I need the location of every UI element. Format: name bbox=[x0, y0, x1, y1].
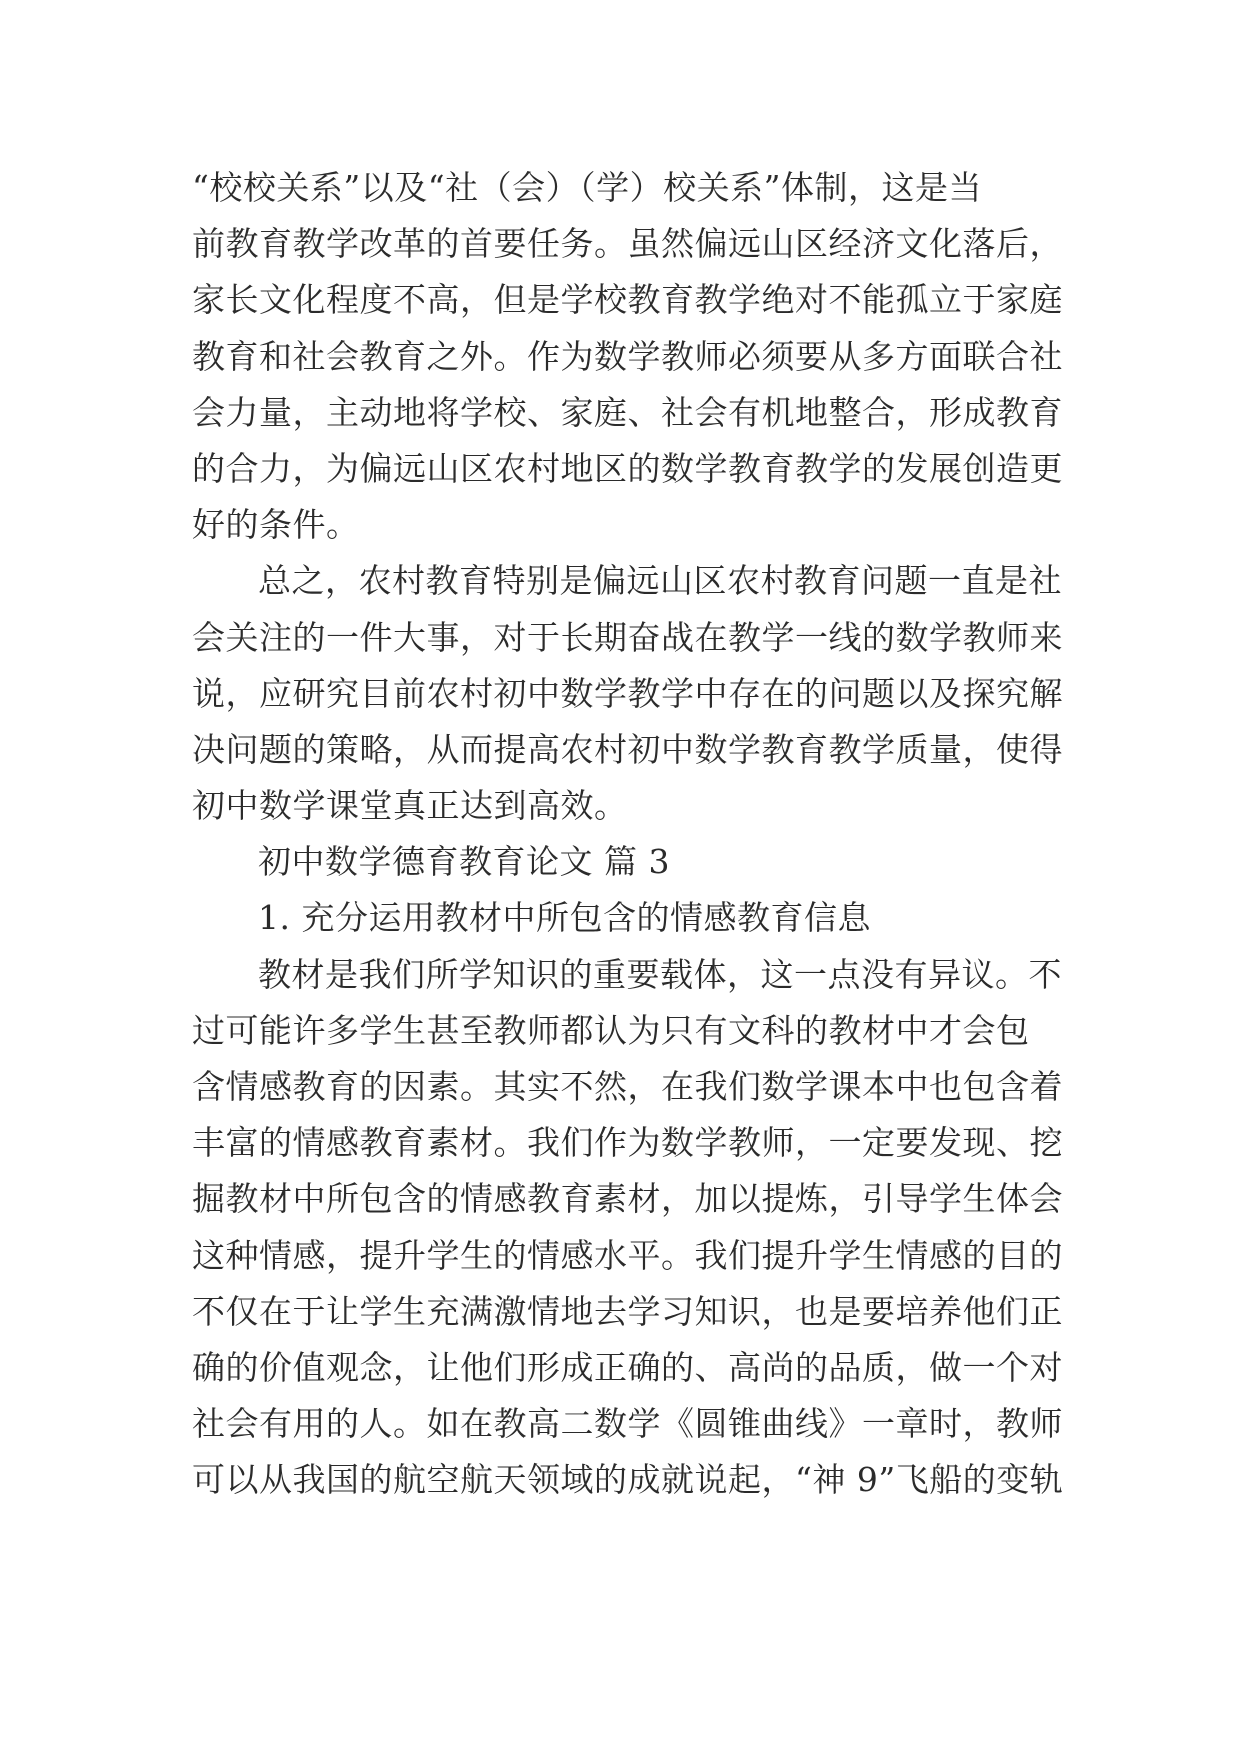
text-line: 说，应研究目前农村初中数学教学中存在的问题以及探究解 bbox=[192, 673, 1063, 713]
text-line: 过可能许多学生甚至教师都认为只有文科的教材中才会包 bbox=[192, 1010, 1030, 1050]
text-line: 1. 充分运用教材中所包含的情感教育信息 bbox=[258, 898, 871, 938]
text-line: 社会有用的人。如在教高二数学《圆锥曲线》一章时，教师 bbox=[192, 1404, 1063, 1444]
text-line: 决问题的策略，从而提高农村初中数学教育教学质量，使得 bbox=[192, 729, 1063, 769]
text-line: 丰富的情感教育素材。我们作为数学教师，一定要发现、挖 bbox=[192, 1123, 1063, 1163]
text-line: 掘教材中所包含的情感教育素材，加以提炼，引导学生体会 bbox=[192, 1179, 1063, 1219]
text-line: 教材是我们所学知识的重要载体，这一点没有异议。不 bbox=[258, 954, 1062, 994]
text-line: 好的条件。 bbox=[192, 505, 360, 545]
text-line: 会关注的一件大事，对于长期奋战在教学一线的数学教师来 bbox=[192, 617, 1063, 657]
text-line: 总之，农村教育特别是偏远山区农村教育问题一直是社 bbox=[258, 561, 1062, 601]
text-line: 初中数学课堂真正达到高效。 bbox=[192, 786, 628, 826]
text-line: 不仅在于让学生充满激情地去学习知识，也是要培养他们正 bbox=[192, 1291, 1063, 1331]
text-line: 教育和社会教育之外。作为数学教师必须要从多方面联合社 bbox=[192, 336, 1063, 376]
text-line: 这种情感，提升学生的情感水平。我们提升学生情感的目的 bbox=[192, 1235, 1063, 1275]
text-line: 可以从我国的航空航天领域的成就说起，“神 9”飞船的变轨 bbox=[192, 1460, 1064, 1500]
text-line: 会力量，主动地将学校、家庭、社会有机地整合，形成教育 bbox=[192, 392, 1063, 432]
text-line: 含情感教育的因素。其实不然，在我们数学课本中也包含着 bbox=[192, 1067, 1063, 1106]
document-body bbox=[192, 160, 1064, 1509]
text-line: “校校关系”以及“社（会）（学）校关系”体制，这是当 bbox=[192, 168, 982, 207]
text-line: 初中数学德育教育论文 篇 3 bbox=[258, 842, 670, 882]
text-line: 家长文化程度不高，但是学校教育教学绝对不能孤立于家庭 bbox=[192, 280, 1063, 320]
text-line: 前教育教学改革的首要任务。虽然偏远山区经济文化落后， bbox=[192, 224, 1063, 264]
text-line: 的合力，为偏远山区农村地区的数学教育教学的发展创造更 bbox=[192, 448, 1063, 488]
text-line: 确的价值观念，让他们形成正确的、高尚的品质，做一个对 bbox=[192, 1347, 1063, 1387]
